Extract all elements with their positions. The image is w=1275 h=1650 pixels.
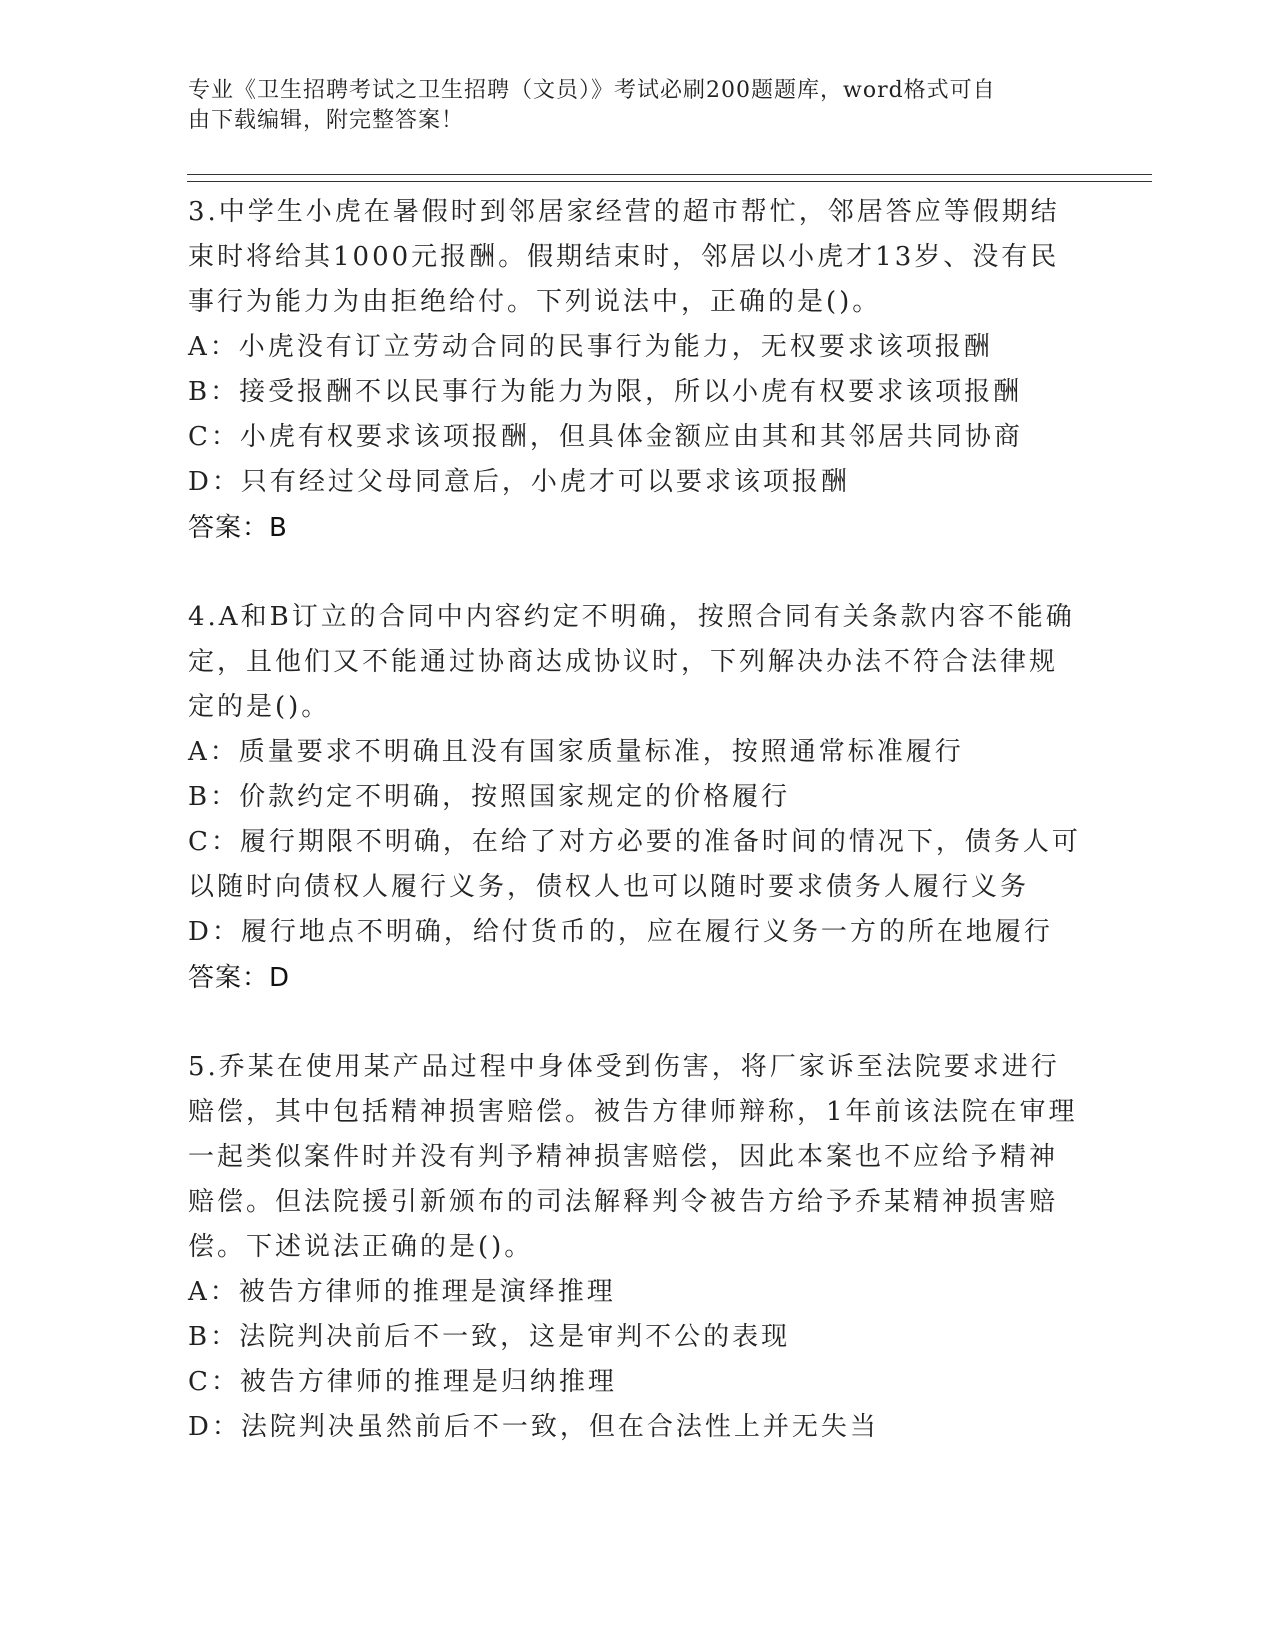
question-stem-line: 束时将给其1000元报酬。假期结束时，邻居以小虎才13岁、没有民	[188, 242, 1060, 272]
document-header	[188, 76, 1068, 136]
question-stem-line: 偿。下述说法正确的是()。	[188, 1232, 534, 1262]
option-a: A：小虎没有订立劳动合同的民事行为能力，无权要求该项报酬	[188, 332, 993, 362]
question-stem-line: 赔偿。但法院援引新颁布的司法解释判令被告方给予乔某精神损害赔	[188, 1187, 1059, 1217]
question-list	[188, 190, 1088, 1494]
question-stem-line: 事行为能力为由拒绝给付。下列说法中，正确的是()。	[188, 287, 882, 317]
header-divider	[187, 181, 1152, 182]
header-divider	[187, 174, 1152, 175]
option-b: B：法院判决前后不一致，这是审判不公的表现	[188, 1322, 791, 1352]
option-c: C：小虎有权要求该项报酬，但具体金额应由其和其邻居共同协商	[188, 422, 1023, 452]
header-line: 专业《卫生招聘考试之卫生招聘（文员）》考试必刷200题题库，word格式可自	[188, 78, 996, 103]
option-c: C：履行期限不明确，在给了对方必要的准备时间的情况下，债务人可	[188, 827, 1081, 857]
question-block	[188, 1045, 1088, 1450]
option-d: D：履行地点不明确，给付货币的，应在履行义务一方的所在地履行	[188, 917, 1053, 947]
question-stem-line: 5.乔某在使用某产品过程中身体受到伤害，将厂家诉至法院要求进行	[188, 1052, 1060, 1082]
question-stem-line: 4.A和B订立的合同中内容约定不明确，按照合同有关条款内容不能确	[188, 602, 1075, 632]
header-line: 由下载编辑，附完整答案！	[188, 108, 465, 133]
question-stem-line: 定的是()。	[188, 692, 331, 722]
option-a: A：被告方律师的推理是演绎推理	[188, 1277, 616, 1307]
option-d: D：只有经过父母同意后，小虎才可以要求该项报酬	[188, 467, 850, 497]
answer-label: 答案：B	[188, 513, 288, 543]
option-c-continued: 以随时向债权人履行义务，债权人也可以随时要求债务人履行义务	[188, 872, 1030, 902]
question-block	[188, 190, 1088, 551]
option-b: B：价款约定不明确，按照国家规定的价格履行	[188, 782, 791, 812]
option-d: D：法院判决虽然前后不一致，但在合法性上并无失当	[188, 1412, 879, 1442]
option-a: A：质量要求不明确且没有国家质量标准，按照通常标准履行	[188, 737, 964, 767]
answer-label: 答案：D	[188, 963, 291, 993]
question-stem-line: 赔偿，其中包括精神损害赔偿。被告方律师辩称，1年前该法院在审理	[188, 1097, 1078, 1127]
question-block	[188, 595, 1088, 1001]
question-stem-line: 一起类似案件时并没有判予精神损害赔偿，因此本案也不应给予精神	[188, 1142, 1059, 1172]
question-stem-line: 定，且他们又不能通过协商达成协议时，下列解决办法不符合法律规	[188, 647, 1059, 677]
option-b: B：接受报酬不以民事行为能力为限，所以小虎有权要求该项报酬	[188, 377, 1023, 407]
option-c: C：被告方律师的推理是归纳推理	[188, 1367, 617, 1397]
question-stem-line: 3.中学生小虎在暑假时到邻居家经营的超市帮忙，邻居答应等假期结	[188, 197, 1060, 227]
